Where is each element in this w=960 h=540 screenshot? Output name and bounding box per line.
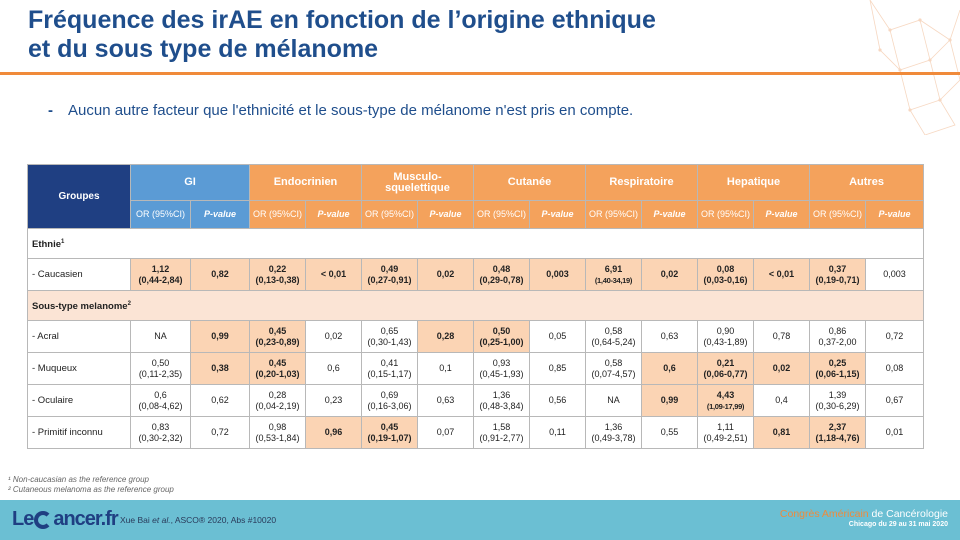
ci-value: (0,48-3,84) (479, 400, 524, 411)
p-value-cell: < 0,01 (754, 259, 810, 291)
p-value-cell: 0,81 (754, 417, 810, 449)
or-cell (131, 353, 191, 385)
or-cell (250, 385, 306, 417)
subheader-p: P-value (418, 201, 474, 229)
header-respiratoire: Respiratoire (586, 165, 698, 201)
header-gi: GI (131, 165, 250, 201)
or-cell (586, 385, 642, 417)
footnote-ref: 1 (61, 238, 65, 245)
or-value: 0,98 (268, 421, 287, 432)
ci-value: (1,40-34,19) (594, 275, 633, 285)
subheader-p: P-value (642, 201, 698, 229)
or-cell (586, 321, 642, 353)
table-row (28, 321, 924, 353)
table-row (28, 417, 924, 449)
section-sous-type (28, 291, 924, 321)
irae-table (27, 164, 924, 449)
or-value: 0,37 (828, 263, 847, 274)
header-autres: Autres (810, 165, 924, 201)
or-value: NA (154, 331, 167, 341)
or-value: 1,36 (604, 421, 623, 432)
p-value-cell: 0,01 (866, 417, 924, 449)
section-sous-type-label: Sous-type melanome (32, 301, 128, 313)
subheader-row (28, 201, 924, 229)
or-value: NA (607, 395, 620, 405)
lecancer-logo[interactable] (12, 508, 118, 531)
p-value-cell: 0,08 (866, 353, 924, 385)
ci-value: (0,06-1,15) (815, 368, 860, 379)
ci-value: (0,27-0,91) (367, 274, 412, 285)
or-cell (810, 259, 866, 291)
ci-value: (0,16-3,06) (367, 400, 412, 411)
ci-value: (0,29-0,78) (479, 274, 524, 285)
or-value: 0,08 (716, 263, 735, 274)
ci-value: (0,11-2,35) (138, 368, 183, 379)
or-cell (131, 417, 191, 449)
ref-author: Xue Bai (120, 515, 153, 525)
or-cell (474, 259, 530, 291)
footer-bar (0, 500, 960, 540)
ci-value: (0,44-2,84) (138, 274, 183, 285)
or-value: 0,22 (268, 263, 287, 274)
or-cell (586, 259, 642, 291)
subheader-or: OR (95%CI) (131, 201, 191, 229)
or-value: 0,48 (492, 263, 511, 274)
ci-value: (0,04-2,19) (255, 400, 300, 411)
ci-value: (0,64-5,24) (591, 336, 636, 347)
p-value-cell: 0,1 (418, 353, 474, 385)
p-value-cell: 0,4 (754, 385, 810, 417)
or-cell (698, 353, 754, 385)
or-value: 0,41 (380, 357, 399, 368)
table-row (28, 385, 924, 417)
or-value: 0,25 (828, 357, 847, 368)
ci-value: (1,18-4,76) (815, 432, 860, 443)
or-value: 0,86 (828, 325, 847, 336)
p-value-cell: 0,96 (306, 417, 362, 449)
p-value-cell: 0,82 (191, 259, 250, 291)
p-value-cell: 0,67 (866, 385, 924, 417)
p-value-cell: 0,56 (530, 385, 586, 417)
or-value: 0,45 (380, 421, 399, 432)
footnote-1: ¹ Non-caucasian as the reference group (8, 475, 149, 484)
or-value: 1,39 (828, 389, 847, 400)
subheader-or: OR (95%CI) (474, 201, 530, 229)
or-value: 1,12 (151, 263, 170, 274)
p-value-cell: 0,003 (866, 259, 924, 291)
ci-value: (0,49-3,78) (591, 432, 636, 443)
face-mesh-icon (810, 0, 960, 135)
ci-value: (0,30-1,43) (367, 336, 412, 347)
ci-value: (0,30-2,32) (138, 432, 183, 443)
reference (120, 515, 276, 525)
or-value: 0,50 (492, 325, 511, 336)
subheader-p: P-value (306, 201, 362, 229)
ci-value: (1,09-17,99) (706, 401, 745, 411)
header-row (28, 165, 924, 201)
or-value: 0,65 (380, 325, 399, 336)
ci-value: (0,45-1,93) (479, 368, 524, 379)
ci-value: (0,91-2,77) (479, 432, 524, 443)
p-value-cell: 0,62 (191, 385, 250, 417)
header-hepatique: Hepatique (698, 165, 810, 201)
or-cell (698, 321, 754, 353)
or-cell (698, 417, 754, 449)
ci-value: (0,49-2,51) (703, 432, 748, 443)
p-value-cell: 0,11 (530, 417, 586, 449)
logo-text-right: ancer.fr (53, 508, 118, 530)
bullet-dash: - (48, 102, 53, 119)
or-value: 0,90 (716, 325, 735, 336)
ci-value: (0,15-1,17) (367, 368, 412, 379)
section-row-sous-type (28, 291, 924, 321)
row-label: - Oculaire (28, 385, 131, 417)
p-value-cell: 0,72 (866, 321, 924, 353)
section-ethnie-label: Ethnie (32, 239, 62, 251)
p-value-cell: 0,85 (530, 353, 586, 385)
p-value-cell: 0,55 (642, 417, 698, 449)
p-value-cell: 0,003 (530, 259, 586, 291)
ci-value: (0,23-0,89) (255, 336, 300, 347)
or-value: 1,11 (717, 421, 734, 432)
or-cell (698, 259, 754, 291)
table-row (28, 259, 924, 291)
or-value: 0,58 (604, 325, 623, 336)
or-value: 0,28 (268, 389, 287, 400)
or-cell (250, 259, 306, 291)
congress-name (780, 508, 948, 520)
p-value-cell: 0,99 (191, 321, 250, 353)
or-value: 0,6 (154, 389, 167, 400)
or-cell (362, 353, 418, 385)
or-cell (131, 259, 191, 291)
congress-name-a: Congrès Américain (779, 508, 872, 520)
ci-value: (0,08-4,62) (138, 400, 183, 411)
or-cell (250, 321, 306, 353)
or-value: 6,91 (604, 263, 623, 274)
congress-info (780, 508, 948, 528)
p-value-cell: 0,28 (418, 321, 474, 353)
ci-value: (0,03-0,16) (703, 274, 748, 285)
subheader-or: OR (95%CI) (810, 201, 866, 229)
or-value: 0,58 (604, 357, 623, 368)
p-value-cell: 0,02 (306, 321, 362, 353)
ci-value: (0,13-0,38) (255, 274, 300, 285)
or-value: 2,37 (828, 421, 847, 432)
row-label: - Caucasien (28, 259, 131, 291)
or-cell (810, 417, 866, 449)
ref-etal: et al. (152, 515, 171, 525)
or-value: 4,43 (716, 389, 735, 400)
or-cell (474, 417, 530, 449)
ci-value: (0,06-0,77) (703, 368, 748, 379)
row-label: - Primitif inconnu (28, 417, 131, 449)
p-value-cell: 0,63 (418, 385, 474, 417)
p-value-cell: 0,6 (642, 353, 698, 385)
p-value-cell: 0,23 (306, 385, 362, 417)
or-value: 0,83 (151, 421, 170, 432)
or-value: 0,45 (268, 325, 287, 336)
title-line-2: et du sous type de mélanome (28, 35, 379, 63)
or-cell (586, 417, 642, 449)
subheader-or: OR (95%CI) (362, 201, 418, 229)
p-value-cell: 0,02 (642, 259, 698, 291)
ci-value: (0,20-1,03) (255, 368, 300, 379)
header-endocrinien: Endocrinien (250, 165, 362, 201)
or-value: 0,45 (268, 357, 287, 368)
ci-value: (0,25-1,00) (479, 336, 524, 347)
or-cell (586, 353, 642, 385)
ref-rest: , ASCO® 2020, Abs #10020 (170, 515, 277, 525)
bullet-point (48, 102, 633, 119)
or-cell (474, 321, 530, 353)
ci-value: (0,19-1,07) (367, 432, 412, 443)
section-row-ethnie (28, 229, 924, 259)
logo-c-icon (34, 511, 52, 529)
or-cell (474, 353, 530, 385)
ci-value: (0,19-0,71) (815, 274, 860, 285)
p-value-cell: 0,02 (754, 353, 810, 385)
bullet-text: Aucun autre facteur que l'ethnicité et le sous-type de mélanome n'est pris en compte. (68, 102, 634, 119)
section-ethnie (28, 229, 924, 259)
subheader-p: P-value (754, 201, 810, 229)
or-value: 0,49 (380, 263, 399, 274)
or-value: 0,93 (492, 357, 511, 368)
p-value-cell: 0,07 (418, 417, 474, 449)
or-cell (810, 385, 866, 417)
or-value: 1,36 (492, 389, 511, 400)
subheader-p: P-value (530, 201, 586, 229)
or-value: 0,21 (716, 357, 735, 368)
p-value-cell: 0,02 (418, 259, 474, 291)
congress-date: Chicago du 29 au 31 mai 2020 (848, 521, 948, 528)
or-cell (474, 385, 530, 417)
ci-value: (0,30-6,29) (815, 400, 860, 411)
or-cell (362, 385, 418, 417)
header-musculo: Musculo-squelettique (362, 165, 474, 201)
p-value-cell: 0,78 (754, 321, 810, 353)
ci-value: (0,07-4,57) (591, 368, 636, 379)
or-cell (250, 417, 306, 449)
header-cutanee: Cutanée (474, 165, 586, 201)
or-cell (362, 259, 418, 291)
subheader-or: OR (95%CI) (586, 201, 642, 229)
footnotes (8, 475, 174, 495)
or-cell (362, 417, 418, 449)
or-cell (698, 385, 754, 417)
p-value-cell: 0,6 (306, 353, 362, 385)
or-cell (250, 353, 306, 385)
p-value-cell: 0,63 (642, 321, 698, 353)
footnote-ref: 2 (127, 300, 131, 307)
or-cell (131, 321, 191, 353)
p-value-cell: 0,72 (191, 417, 250, 449)
or-value: 0,50 (151, 357, 170, 368)
subheader-or: OR (95%CI) (250, 201, 306, 229)
row-label: - Muqueux (28, 353, 131, 385)
subheader-or: OR (95%CI) (698, 201, 754, 229)
p-value-cell: 0,05 (530, 321, 586, 353)
or-cell (810, 321, 866, 353)
ci-value: (0,53-1,84) (255, 432, 300, 443)
p-value-cell: 0,38 (191, 353, 250, 385)
or-cell (810, 353, 866, 385)
ci-value: (0,43-1,89) (703, 336, 748, 347)
subheader-p: P-value (191, 201, 250, 229)
title-divider (0, 72, 960, 75)
slide-title (28, 6, 748, 64)
table-row (28, 353, 924, 385)
or-cell (362, 321, 418, 353)
congress-name-b: de Cancérologie (871, 508, 948, 520)
header-groupes: Groupes (28, 165, 131, 229)
or-value: 1,58 (492, 421, 511, 432)
logo-text-left: Le (12, 508, 34, 530)
p-value-cell: 0,99 (642, 385, 698, 417)
row-label: - Acral (28, 321, 131, 353)
p-value-cell: < 0,01 (306, 259, 362, 291)
subheader-p: P-value (866, 201, 924, 229)
footnote-2: ² Cutaneous melanoma as the reference group (8, 485, 174, 494)
ci-value: 0,37-2,00 (818, 336, 857, 347)
title-line-1: Fréquence des irAE en fonction de l’origine ethnique (28, 6, 656, 34)
or-value: 0,69 (380, 389, 399, 400)
or-cell (131, 385, 191, 417)
